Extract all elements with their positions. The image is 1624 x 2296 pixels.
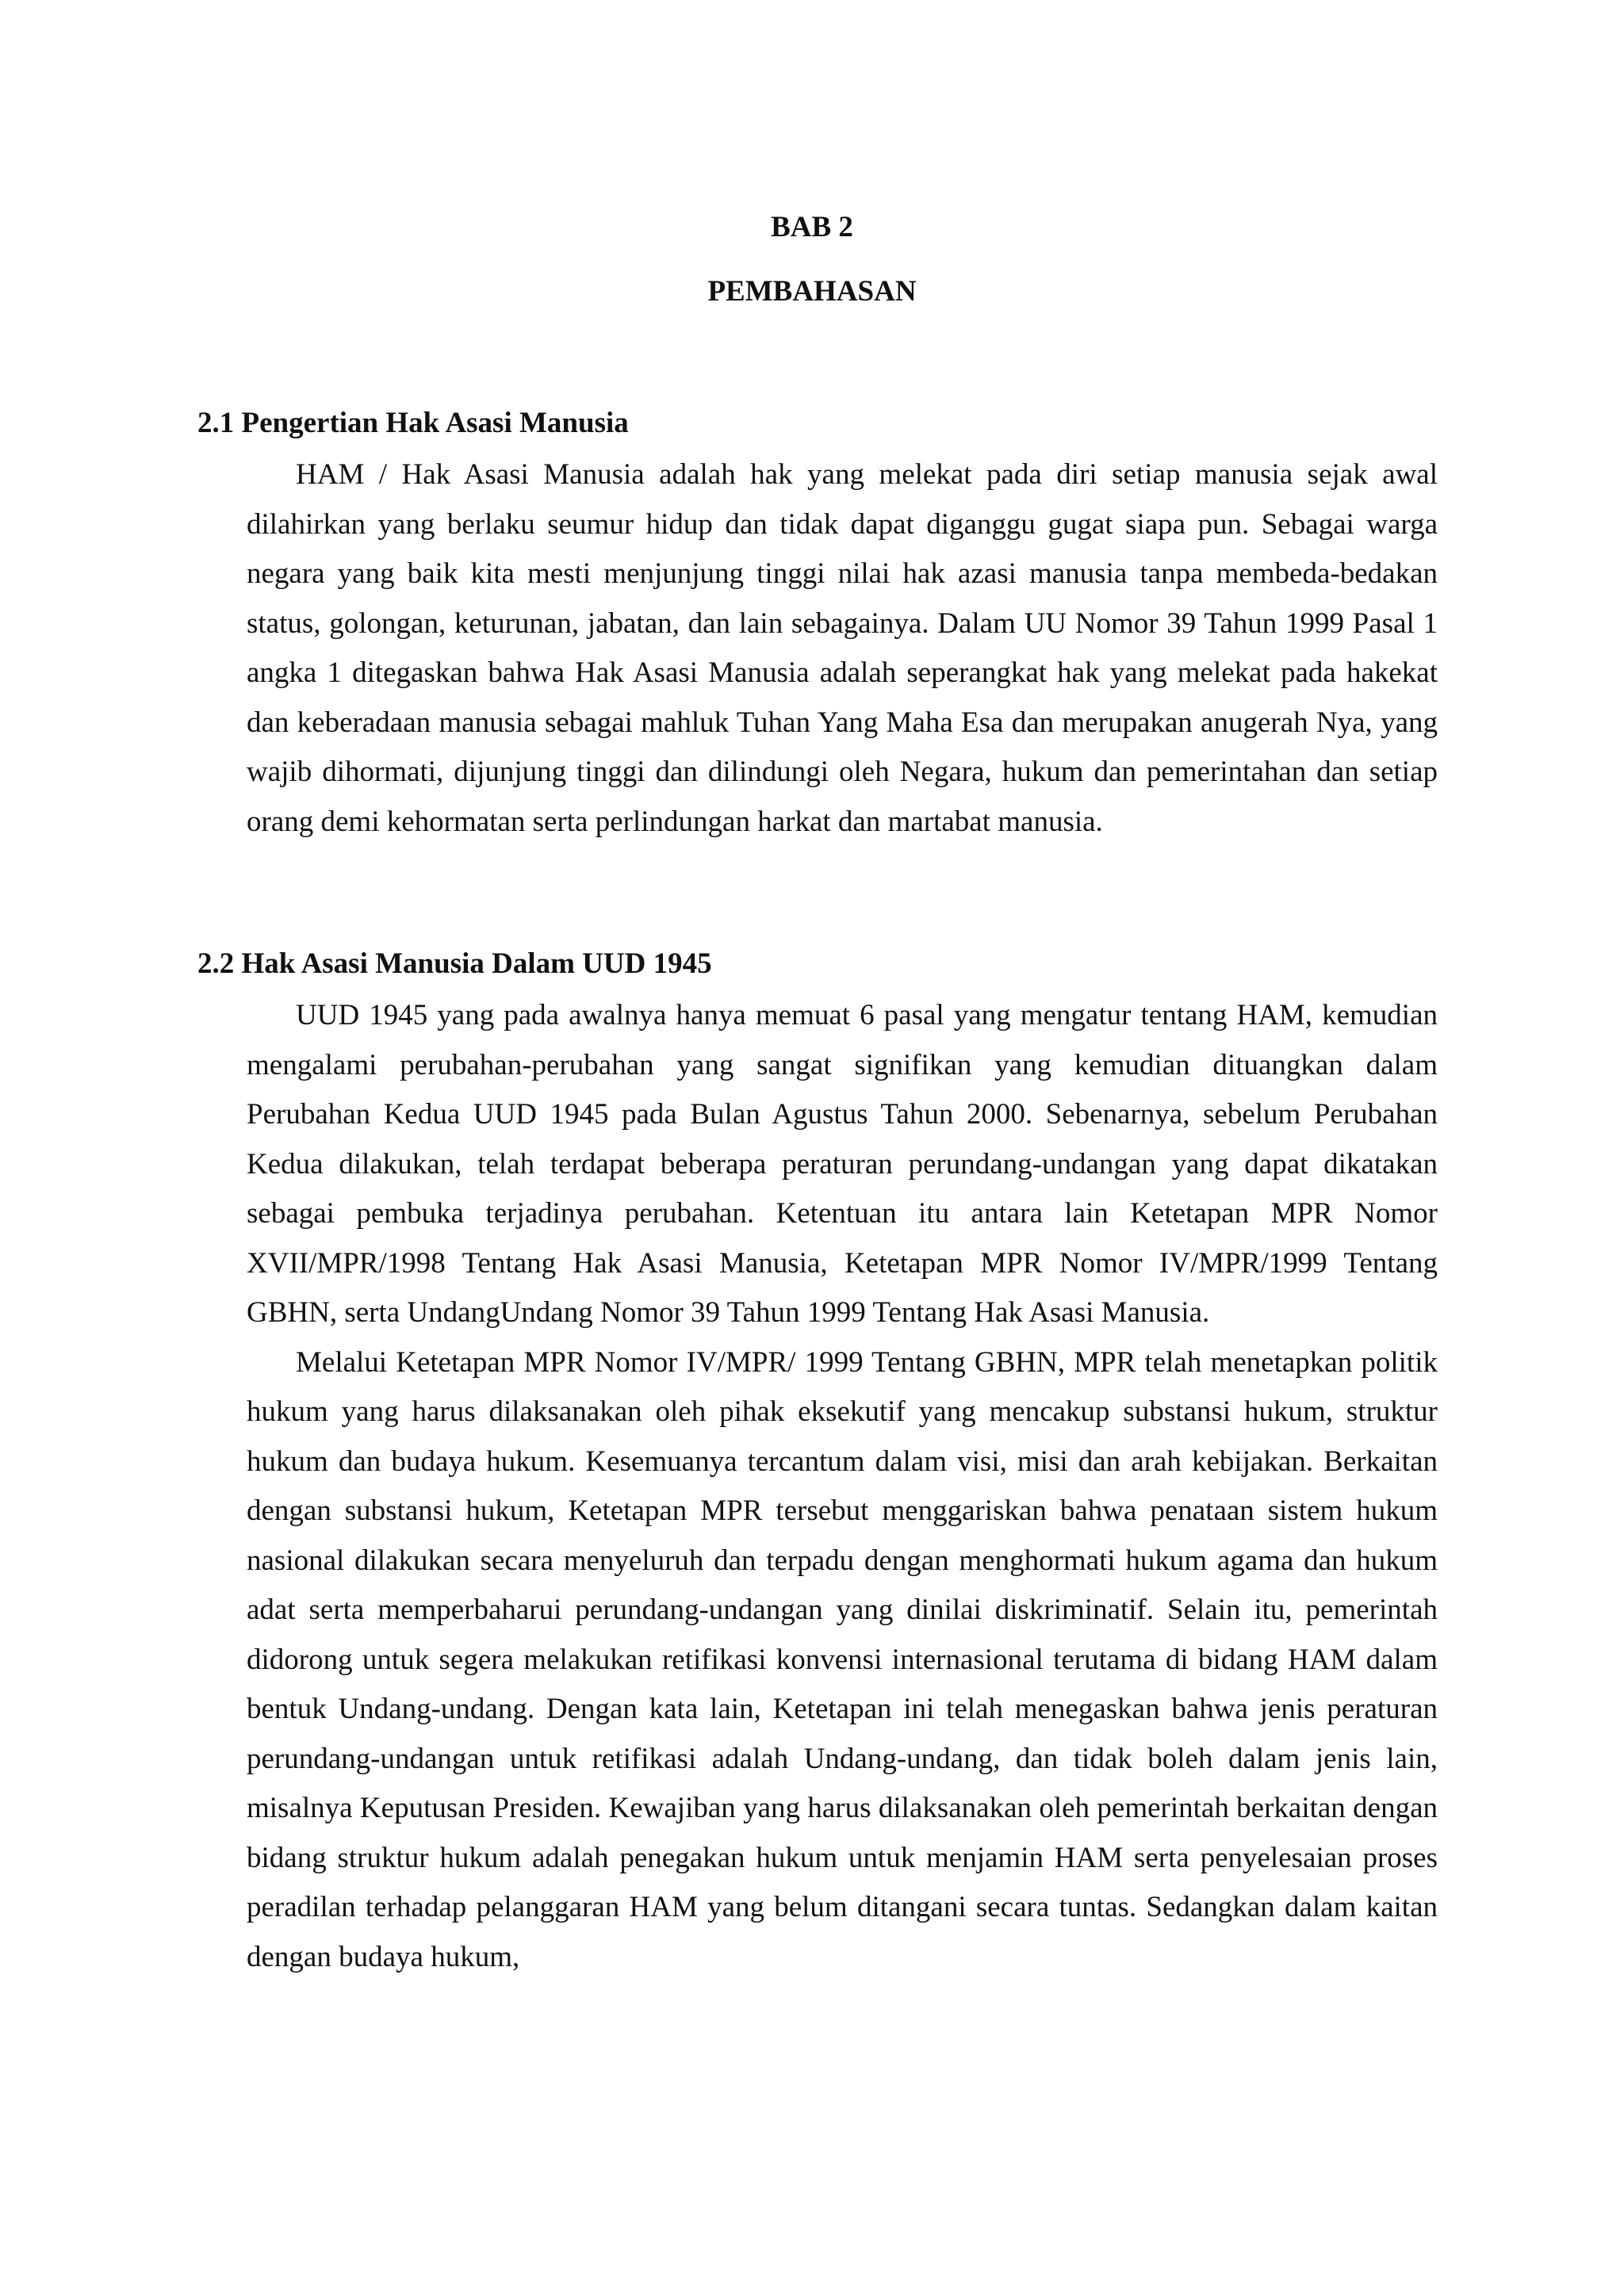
chapter-title: PEMBAHASAN <box>707 275 917 308</box>
chapter-label: BAB 2 <box>771 211 853 243</box>
section-pengertian-ham <box>197 406 1438 847</box>
paragraph: Melalui Ketetapan MPR Nomor IV/MPR/ 1999 Tentang GBHN, MPR telah menetapkan politik hukum yang harus dilaksanakan oleh pihak eksekutif yang mencakup substansi hukum, struktur hukum dan budaya hukum. Kesemuanya tercantum dalam visi, misi dan arah kebijakan. Berkaitan dengan substansi hukum, Ketetapan MPR tersebut menggariskan bahwa penataan sistem hukum nasional dilakukan secara menyeluruh dan terpadu dengan menghormati hukum agama dan hukum adat serta memperbaharui perundang-undangan yang dinilai diskriminatif. Selain itu, pemerintah didorong untuk segera melakukan retifikasi konvensi internasional terutama di bidang HAM dalam bentuk Undang-undang. Dengan kata lain, Ketetapan ini telah menegaskan bahwa jenis peraturan perundang-undangan untuk retifikasi adalah Undang-undang, dan tidak boleh dalam jenis lain, misalnya Keputusan Presiden. Kewajiban yang harus dilaksanakan oleh pemerintah berkaitan dengan bidang struktur hukum adalah penegakan hukum untuk menjamin HAM serta penyelesaian proses peradilan terhadap pelanggaran HAM yang belum ditangani secara tuntas. Sedangkan dalam kaitan dengan budaya hukum, <box>247 1345 1438 1973</box>
paragraph: UUD 1945 yang pada awalnya hanya memuat 6 pasal yang mengatur tentang HAM, kemudian mengalami perubahan-perubahan yang sangat signifikan yang kemudian dituangkan dalam Perubahan Kedua UUD 1945 pada Bulan Agustus Tahun 2000. Sebenarnya, sebelum Perubahan Kedua dilakukan, telah terdapat beberapa peraturan perundang-undangan yang dapat dikatakan sebagai pembuka terjadinya perubahan. Ketentuan itu antara lain Ketetapan MPR Nomor XVII/MPR/1998 Tentang Hak Asasi Manusia, Ketetapan MPR Nomor IV/MPR/1999 Tentang GBHN, serta UndangUndang Nomor 39 Tahun 1999 Tentang Hak Asasi Manusia. <box>247 999 1438 1329</box>
paragraph: HAM / Hak Asasi Manusia adalah hak yang melekat pada diri setiap manusia sejak awal dilahirkan yang berlaku seumur hidup dan tidak dapat diganggu gugat siapa pun. Sebagai warga negara yang baik kita mesti menjunjung tinggi nilai hak azasi manusia tanpa membeda-bedakan status, golongan, keturunan, jabatan, dan lain sebagainya. Dalam UU Nomor 39 Tahun 1999 Pasal 1 angka 1 ditegaskan bahwa Hak Asasi Manusia adalah seperangkat hak yang melekat pada hakekat dan keberadaan manusia sebagai mahluk Tuhan Yang Maha Esa dan merupakan anugerah Nya, yang wajib dihormati, dijunjung tinggi dan dilindungi oleh Negara, hukum dan pemerintahan dan setiap orang demi kehormatan serta perlindungan harkat dan martabat manusia. <box>247 458 1438 838</box>
section-ham-uud-1945 <box>197 947 1438 1982</box>
section-heading: 2.1 Pengertian Hak Asasi Manusia <box>197 407 629 439</box>
section-heading: 2.2 Hak Asasi Manusia Dalam UUD 1945 <box>197 947 712 980</box>
